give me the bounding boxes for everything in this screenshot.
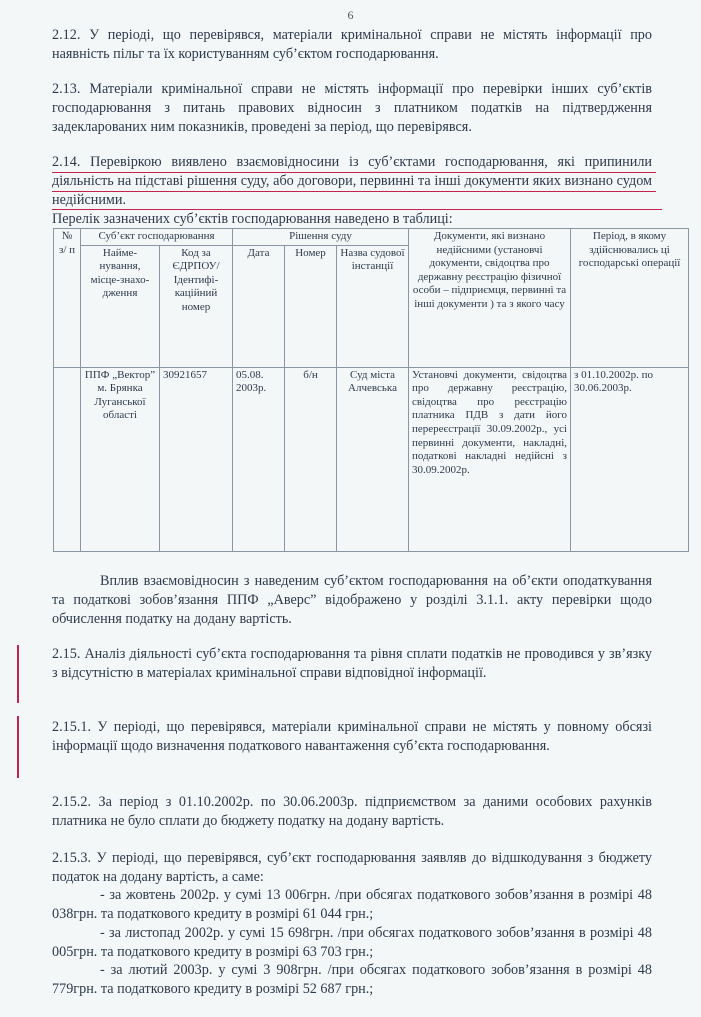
list-item: - за лютий 2003р. у сумі 3 908грн. /при обсягах податкового зобов’язання в розмірі 48 779грн. та податкового кредиту в розмірі 52 687 грн.; <box>52 962 652 997</box>
table-row <box>54 367 689 551</box>
header-documents: Документи, які визнано недійсними (установчі документи, свідоцтва про державну реєстрацію фізичної особи – підприємця, первинні та інші документи ) та з якого часу <box>409 229 571 368</box>
red-margin-mark-1 <box>17 645 19 703</box>
paragraph-2-15-3: 2.15.3. У періоді, що перевірявся, суб’єкт господарювання заявляв до відшкодування з бюджету податок на додану вартість, а саме: <box>52 850 652 885</box>
entities-table <box>53 228 689 552</box>
cell-date: 05.08. 2003р. <box>233 367 285 551</box>
red-underline-1 <box>52 172 656 173</box>
header-court-name: Назва судової інстанції <box>337 245 409 367</box>
cell-period: з 01.10.2002р. по 30.06.2003р. <box>571 367 689 551</box>
header-code: Код за ЄДРПОУ/ Ідентифі-каційний номер <box>160 245 233 367</box>
list-item: - за листопад 2002р. у сумі 15 698грн. /при обсягах податкового зобов’язання в розмірі 48 005грн. та податкового кредиту в розмірі 63 703 грн.; <box>52 925 652 960</box>
cell-name: ППФ „Вектор” м. Брянка Луганської області <box>81 367 160 551</box>
cell-decision-number: б/н <box>285 367 337 551</box>
cell-court: Суд міста Алчевська <box>337 367 409 551</box>
paragraph-2-15: 2.15. Аналіз діяльності суб’єкта господарювання та рівня сплати податків не проводився у зв’язку з відсутністю в матеріалах кримінальної справи відповідної інформації. <box>52 646 652 681</box>
red-underline-3 <box>52 209 662 210</box>
header-date: Дата <box>233 245 285 367</box>
list-item: - за жовтень 2002р. у сумі 13 006грн. /при обсягах податкового зобов’язання в розмірі 48 038грн. та податкового кредиту в розмірі 61 044 грн.; <box>52 887 652 922</box>
paragraph-2-12: 2.12. У періоді, що перевірявся, матеріали кримінальної справи не містять інформації про наявність пільг та їх користуванням суб’єктом господарювання. <box>52 27 652 62</box>
header-decision-number: Номер <box>285 245 337 367</box>
red-underline-2 <box>52 191 656 192</box>
header-name: Найме-нування, місце-знахо-дження <box>81 245 160 367</box>
red-margin-mark-2 <box>17 716 19 778</box>
header-period: Період, в якому здійснювались ці господарські операції <box>571 229 689 368</box>
cell-documents: Установчі документи, свідоцтва про державну реєстрацію, свідоцтва про реєстрацію платника ПДВ з дати його перереєстрації 30.09.2002р., усі первинні документи, накладні, податкові накладні недійсні з 30.09.2002р. <box>409 367 571 551</box>
paragraph-vplyv: Вплив взаємовідносин з наведеним суб’єктом господарювання на об’єкти оподаткування та податкові зобов’язання ППФ „Аверс” відображено у розділі 3.1.1. акту перевірки щодо обчислення податку на додану вартість. <box>52 573 652 627</box>
paragraph-2-15-2: 2.15.2. За період з 01.10.2002р. по 30.06.2003р. підприємством за даними особових рахунків платника не було сплати до бюджету податку на додану вартість. <box>52 794 652 829</box>
header-subject: Суб’єкт господарювання <box>81 229 233 246</box>
cell-code: 30921657 <box>160 367 233 551</box>
header-number: № з/ п <box>54 229 81 368</box>
paragraph-2-13: 2.13. Матеріали кримінальної справи не містять інформації про перевірки інших суб’єктів господарювання з питань правових відносин з платником податків на підтвердження задекларованих ним показників, проведені за період, що перевірявся. <box>52 81 652 135</box>
table-intro: Перелік зазначених суб’єктів господарювання наведено в таблиці: <box>52 211 453 227</box>
header-court-decision: Рішення суду <box>233 229 409 246</box>
paragraph-2-15-1: 2.15.1. У періоді, що перевірявся, матеріали кримінальної справи не містять у повному обсязі інформації щодо визначення податкового навантаження суб’єкта господарювання. <box>52 719 652 754</box>
cell-number <box>54 367 81 551</box>
page-number: 6 <box>347 8 354 22</box>
paragraph-2-14: 2.14. Перевіркою виявлено взаємовідносини із суб’єктами господарювання, які припинили діяльність на підставі рішення суду, або договори, первинні та інші документи яких визнано судом недійсними. <box>52 154 652 208</box>
